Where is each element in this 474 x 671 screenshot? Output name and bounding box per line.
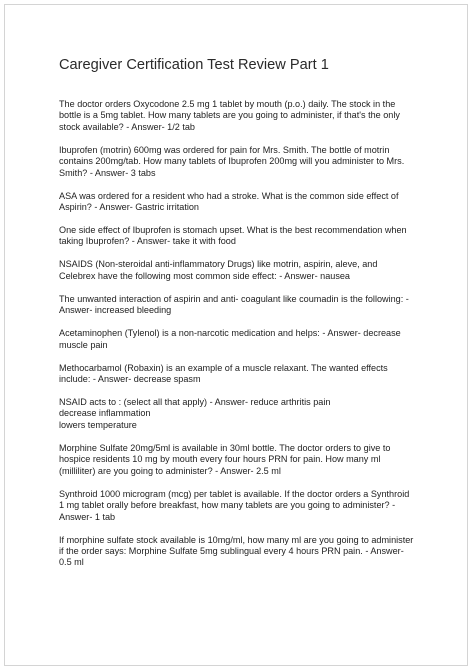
qa-line: Answer- increased bleeding bbox=[59, 305, 172, 316]
qa-line: hospice residents 10 mg by mouth every four hours PRN for pain. How many ml bbox=[59, 454, 381, 465]
qa-item bbox=[59, 145, 437, 179]
qa-line: lowers temperature bbox=[59, 419, 137, 430]
qa-item bbox=[59, 225, 437, 248]
qa-line: The unwanted interaction of aspirin and anti- coagulant like coumadin is the following: - bbox=[59, 293, 409, 304]
qa-line: NSAID acts to : (select all that apply) - Answer- reduce arthritis pain bbox=[59, 397, 331, 408]
qa-line: bottle is a 5mg tablet. How many tablets are you going to administer, if that's the only bbox=[59, 110, 400, 121]
qa-line: ASA was ordered for a resident who had a stroke. What is the common side effect of bbox=[59, 190, 399, 201]
qa-line: Morphine Sulfate 20mg/5ml is available in 30ml bottle. The doctor orders to give to bbox=[59, 442, 391, 453]
qa-line: The doctor orders Oxycodone 2.5 mg 1 tablet by mouth (p.o.) daily. The stock in the bbox=[59, 99, 396, 109]
qa-line: Aspirin? - Answer- Gastric irritation bbox=[59, 202, 199, 213]
qa-line: muscle pain bbox=[59, 339, 108, 350]
qa-line: Celebrex have the following most common side effect: - Answer- nausea bbox=[59, 270, 350, 281]
qa-line: (milliliter) are you going to administer? - Answer- 2.5 ml bbox=[59, 465, 281, 476]
qa-line: stock available? - Answer- 1/2 tab bbox=[59, 121, 195, 132]
qa-item bbox=[59, 489, 437, 523]
qa-item bbox=[59, 363, 437, 386]
qa-line: taking Ibuprofen? - Answer- take it with food bbox=[59, 236, 236, 247]
qa-line: One side effect of Ibuprofen is stomach upset. What is the best recommendation when bbox=[59, 225, 407, 236]
qa-line: Ibuprofen (motrin) 600mg was ordered for pain for Mrs. Smith. The bottle of motrin bbox=[59, 144, 390, 155]
qa-item bbox=[59, 535, 437, 569]
document-title: Caregiver Certification Test Review Part 1 bbox=[59, 57, 329, 73]
qa-line: decrease inflammation bbox=[59, 408, 151, 419]
qa-line: 1 mg tablet orally before breakfast, how many tablets are you going to administer? - bbox=[59, 500, 396, 511]
qa-item bbox=[59, 328, 437, 351]
qa-line: If morphine sulfate stock available is 10mg/ml, how many ml are you going to administer bbox=[59, 534, 414, 545]
qa-line: contains 200mg/tab. How many tablets of Ibuprofen 200mg will you administer to Mrs. bbox=[59, 156, 405, 167]
document-content bbox=[59, 56, 437, 580]
qa-item bbox=[59, 443, 437, 477]
qa-line: 0.5 ml bbox=[59, 557, 84, 568]
qa-item bbox=[59, 191, 437, 214]
qa-line: Smith? - Answer- 3 tabs bbox=[59, 167, 156, 178]
qa-line: include: - Answer- decrease spasm bbox=[59, 374, 201, 385]
qa-line: Acetaminophen (Tylenol) is a non-narcotic medication and helps: - Answer- decrease bbox=[59, 328, 401, 339]
qa-line: if the order says: Morphine Sulfate 5mg sublingual every 4 hours PRN pain. - Answer- bbox=[59, 545, 404, 556]
qa-line: Methocarbamol (Robaxin) is an example of a muscle relaxant. The wanted effects bbox=[59, 362, 388, 373]
qa-line: Synthroid 1000 microgram (mcg) per tablet is available. If the doctor orders a Synthroid bbox=[59, 488, 410, 499]
qa-item bbox=[59, 259, 437, 282]
qa-line: Answer- 1 tab bbox=[59, 511, 116, 522]
qa-item bbox=[59, 294, 437, 317]
qa-line: NSAIDS (Non-steroidal anti-inflammatory Drugs) like motrin, aspirin, aleve, and bbox=[59, 259, 378, 270]
qa-item bbox=[59, 397, 437, 431]
qa-item bbox=[59, 99, 437, 133]
